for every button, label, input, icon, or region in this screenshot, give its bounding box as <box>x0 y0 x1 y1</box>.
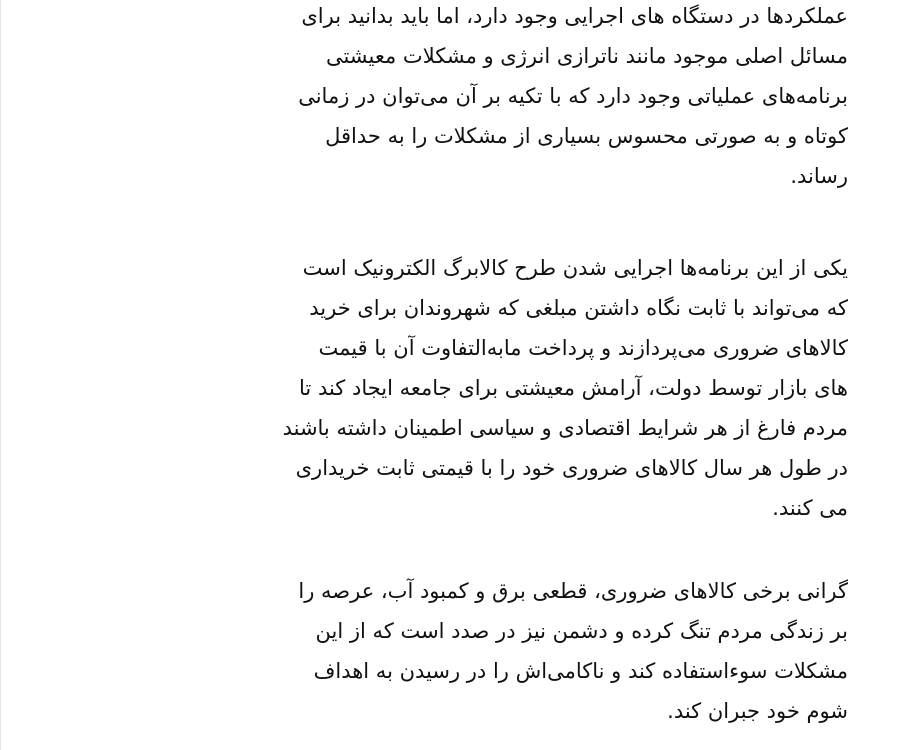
text-line: مردم فارغ از هر شرایط اقتصادی و سیاسی اطمینان داشته باشند <box>282 416 848 440</box>
text-line: بر زندگی مردم تنگ کرده و دشمن نیز در صدد است که از این <box>315 619 848 643</box>
text-line: مشکلات سوءاستفاده کند و ناکامی‌اش را در رسیدن به اهداف <box>313 659 848 683</box>
paragraph-1 <box>120 0 848 196</box>
text-line: رساند. <box>790 164 848 188</box>
text-line: شوم خود جبران کند. <box>667 699 848 723</box>
paragraph-2 <box>120 248 848 528</box>
text-line: در طول هر سال کالاهای ضروری خود را با قیمتی ثابت خریداری <box>295 456 848 480</box>
paragraph-3 <box>120 571 848 731</box>
left-edge-divider <box>0 0 1 750</box>
text-line: گرانی برخی کالاهای ضروری، قطعی برق و کمبود آب، عرصه را <box>298 579 848 603</box>
text-line: برنامه‌های عملیاتی وجود دارد که با تکیه بر آن می‌توان در زمانی <box>298 84 848 108</box>
text-line: یکی از این برنامه‌ها اجرایی شدن طرح کالابرگ الکترونیک است <box>302 256 848 280</box>
text-line: مسائل اصلی موجود مانند ناترازی انرژی و مشکلات معیشتی <box>325 44 848 68</box>
text-line: عملکردها در دستگاه های اجرایی وجود دارد، اما باید بدانید برای <box>301 4 848 28</box>
text-line: کوتاه و به صورتی محسوس بسیاری از مشکلات را به حداقل <box>325 124 848 148</box>
text-line: کالاهای ضروری می‌پردازند و پرداخت مابه‌التفاوت آن با قیمت <box>318 336 848 360</box>
text-line: های بازار توسط دولت، آرامش معیشتی برای جامعه ایجاد کند تا <box>299 376 848 400</box>
article-body <box>120 0 898 750</box>
text-line: که می‌تواند با ثابت نگاه داشتن مبلغی که شهروندان برای خرید <box>309 296 848 320</box>
text-line: می کنند. <box>772 496 848 520</box>
